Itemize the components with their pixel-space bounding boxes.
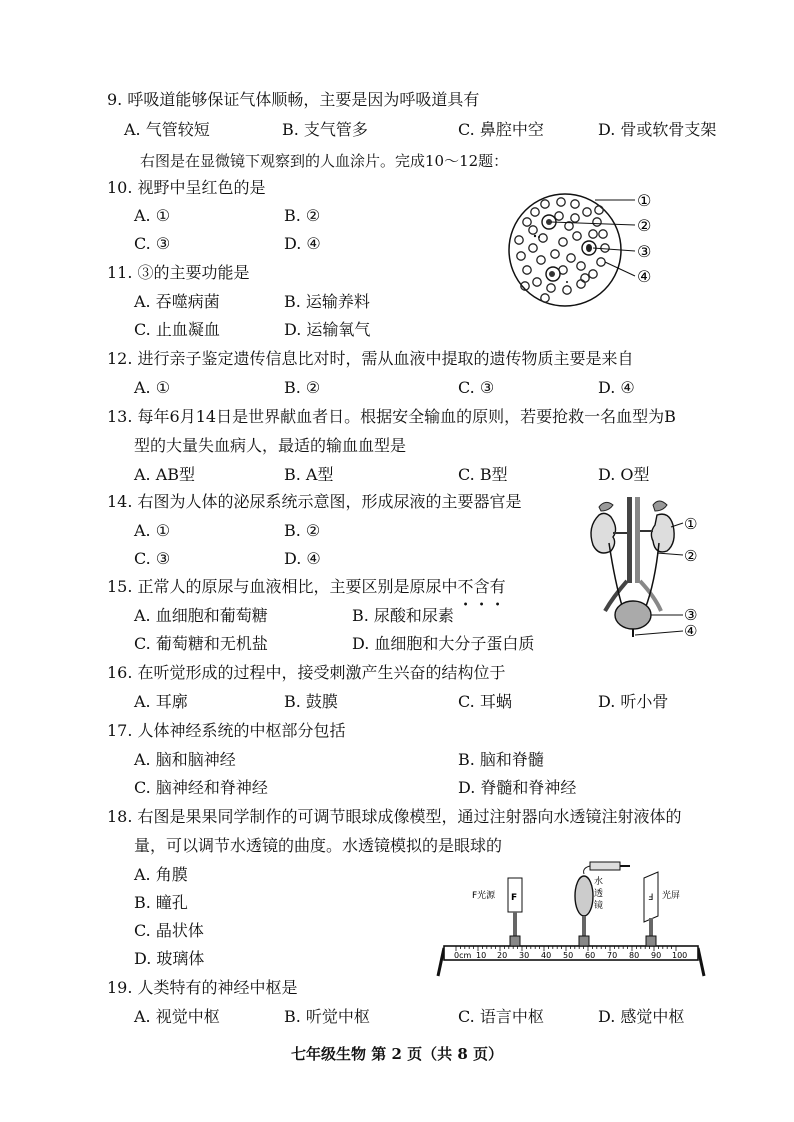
svg-text:Ⅎ: Ⅎ [648,893,654,903]
q17-option-a: A. 脑和脑神经 [134,750,236,769]
q16-option-c: C. 耳蜗 [458,692,512,711]
question-18-stem-cont: 量，可以调节水透镜的曲度。水透镜模拟的是眼球的 [134,836,503,855]
q14-option-c: C. ③ [134,549,171,568]
urinary-label-3: ③ [684,606,698,624]
question-13-stem: 13. 每年6月14日是世界献血者日。根据安全输血的原则，若要抢救一名血型为B [107,407,676,426]
q10-option-a: A. ① [134,206,171,225]
q9-option-b: B. 支气管多 [282,120,368,139]
ruler-tick-90: 90 [651,951,662,960]
q12-option-c: C. ③ [458,378,495,397]
ruler-tick-100: 100 [672,951,688,960]
q9-option-d: D. 骨或软骨支架 [598,120,717,139]
water-lens-char-1: 水 [594,877,604,887]
blood-label-3: ③ [637,242,652,261]
ruler-tick-70: 70 [607,951,618,960]
q13-option-c: C. B型 [458,465,508,484]
q15-option-c: C. 葡萄糖和无机盐 [134,634,268,653]
light-source-label: F光源 [472,891,496,901]
q12-option-b: B. ② [284,378,321,397]
blood-label-4: ④ [637,267,652,286]
q15-option-a: A. 血细胞和葡萄糖 [134,606,268,625]
q19-option-c: C. 语言中枢 [458,1007,544,1026]
q18-option-d: D. 玻璃体 [134,949,205,968]
question-18-stem: 18. 右图是果果同学制作的可调节眼球成像模型，通过注射器向水透镜注射液体的 [107,807,682,826]
q13-option-b: B. A型 [284,465,334,484]
q14-option-d: D. ④ [284,549,321,568]
q19-option-b: B. 听觉中枢 [284,1007,370,1026]
q12-option-a: A. ① [134,378,171,397]
eye-model-figure [436,856,708,980]
q17-option-b: B. 脑和脊髓 [458,750,544,769]
urinary-label-1: ① [684,515,698,533]
ruler-tick-20: 20 [497,951,508,960]
q15-option-d: D. 血细胞和大分子蛋白质 [352,634,535,653]
q11-option-a: A. 吞噬病菌 [134,292,220,311]
q10-option-b: B. ② [284,206,321,225]
blood-smear-figure [505,182,685,312]
q10-option-c: C. ③ [134,234,171,253]
q14-option-a: A. ① [134,521,171,540]
q13-option-d: D. O型 [598,465,650,484]
q16-option-b: B. 鼓膜 [284,692,338,711]
q9-option-c: C. 鼻腔中空 [458,120,544,139]
svg-text:F: F [511,893,518,903]
question-10-stem: 10. 视野中呈红色的是 [107,178,266,197]
q14-option-b: B. ② [284,521,321,540]
q19-option-d: D. 感觉中枢 [598,1007,685,1026]
question-11-stem: 11. ③的主要功能是 [107,263,250,282]
water-lens-char-3: 镜 [594,901,604,911]
water-lens-char-2: 透 [594,889,604,899]
q17-option-d: D. 脊髓和脊神经 [458,778,577,797]
question-16-stem: 16. 在听觉形成的过程中，接受刺激产生兴奋的结构位于 [107,663,506,682]
ruler-tick-80: 80 [629,951,640,960]
urinary-label-4: ④ [684,622,698,640]
question-15-stem: 15. 正常人的原尿与血液相比，主要区别是原尿中不含有 [107,577,506,596]
intro-note: 右图是在显微镜下观察到的人血涂片。完成10～12题： [140,152,509,170]
ruler-tick-0: 0cm [454,951,472,960]
question-13-stem-cont: 型的大量失血病人，最适的输血血型是 [134,436,407,455]
q10-option-d: D. ④ [284,234,321,253]
q18-option-c: C. 晶状体 [134,921,204,940]
ruler-tick-60: 60 [585,951,596,960]
q16-option-d: D. 听小骨 [598,692,669,711]
ruler-tick-50: 50 [563,951,574,960]
question-14-stem: 14. 右图为人体的泌尿系统示意图，形成尿液的主要器官是 [107,492,522,511]
question-17-stem: 17. 人体神经系统的中枢部分包括 [107,721,346,740]
q18-option-a: A. 角膜 [134,865,188,884]
q12-option-d: D. ④ [598,378,635,397]
q15-option-b: B. 尿酸和尿素 [352,606,454,625]
q11-option-d: D. 运输氧气 [284,320,371,339]
q19-option-a: A. 视觉中枢 [134,1007,220,1026]
ruler-tick-30: 30 [519,951,530,960]
urinary-label-2: ② [684,547,698,565]
blood-label-1: ① [637,191,652,210]
q9-option-a: A. 气管较短 [124,120,210,139]
ruler-tick-40: 40 [541,951,552,960]
q17-option-c: C. 脑神经和脊神经 [134,778,268,797]
question-9-stem: 9. 呼吸道能够保证气体顺畅，主要是因为呼吸道具有 [107,90,480,109]
question-19-stem: 19. 人类特有的神经中枢是 [107,978,298,997]
blood-label-2: ② [637,216,652,235]
question-12-stem: 12. 进行亲子鉴定遗传信息比对时，需从血液中提取的遗传物质主要是来自 [107,349,634,368]
q18-option-b: B. 瞳孔 [134,893,188,912]
screen-label: 光屏 [662,891,681,901]
q16-option-a: A. 耳廓 [134,692,188,711]
page-footer: 七年级生物 第 2 页（共 8 页） [291,1045,503,1063]
q13-option-a: A. AB型 [134,465,196,484]
q11-option-b: B. 运输养料 [284,292,370,311]
ruler-tick-10: 10 [476,951,487,960]
urinary-system-figure [585,493,705,643]
q11-option-c: C. 止血凝血 [134,320,220,339]
